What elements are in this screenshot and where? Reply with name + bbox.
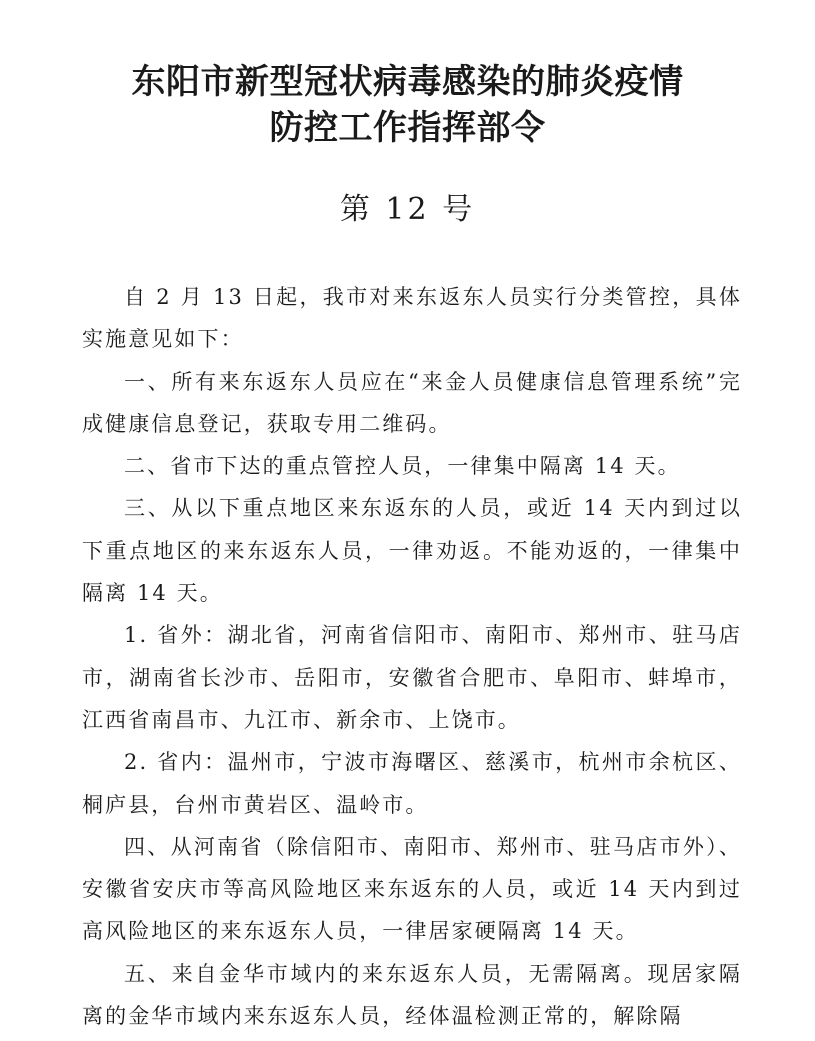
paragraph-item-4: 四、从河南省（除信阳市、南阳市、郑州市、驻马店市外）、安徽省安庆市等高风险地区来东返东的人员，或近 14 天内到过高风险地区的来东返东人员，一律居家硬隔离 14 天。 [82,834,742,944]
paragraph-item-3: 三、从以下重点地区来东返东的人员，或近 14 天内到过以下重点地区的来东返东人员，一律劝返。不能劝返的，一律集中隔离 14 天。 [82,496,742,606]
order-number: 第 12 号 [339,192,476,227]
paragraph-item-5: 五、来自金华市域内的来东返东人员，无需隔离。现居家隔离的金华市域内来东返东人员，经体温检测正常的，解除隔 [82,961,742,1029]
document-body [82,276,742,1037]
paragraph-item-1: 一、所有来东返东人员应在“来金人员健康信息管理系统”完成健康信息登记，获取专用二维码。 [82,369,742,436]
paragraph-intro: 自 2 月 13 日起，我市对来东返东人员实行分类管控，具体实施意见如下： [82,285,742,352]
paragraph-sub-item-outside-province: 1. 省外：湖北省，河南省信阳市、南阳市、郑州市、驻马店市，湖南省长沙市、岳阳市，安徽省合肥市、阜阳市、蚌埠市，江西省南昌市、九江市、新余市、上饶市。 [82,623,742,732]
document-title-line-2: 防控工作指挥部令 [269,108,546,148]
paragraph-sub-item-inside-province: 2. 省内：温州市，宁波市海曙区、慈溪市，杭州市余杭区、桐庐县，台州市黄岩区、温岭市。 [82,750,742,817]
paragraph-item-2: 二、省市下达的重点管控人员，一律集中隔离 14 天。 [124,454,681,479]
document-title-line-1: 东阳市新型冠状病毒感染的肺炎疫情 [131,62,684,102]
